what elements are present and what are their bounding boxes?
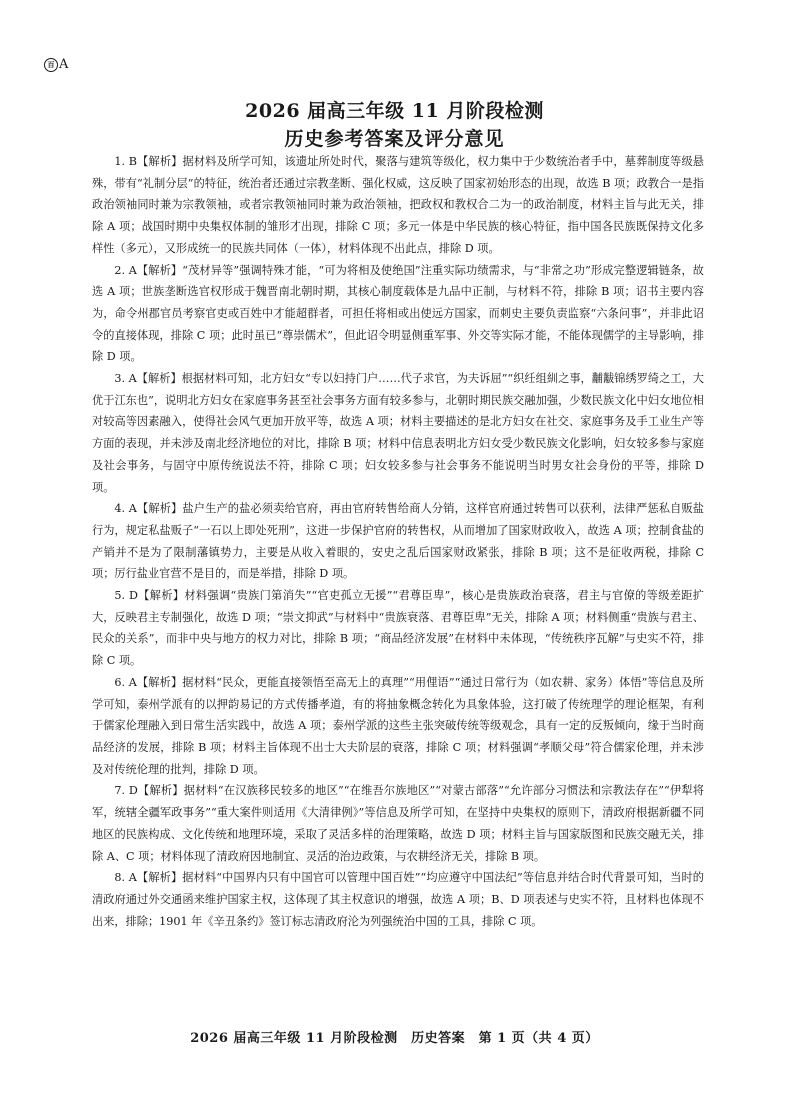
answer-item-2: 2. A【解析】“茂材异等”强调特殊才能，“可为将相及使绝国”注重实际功绩需求，与“非常之功”形成完整逻辑链条，故选 A 项；世族垄断选官权形成于魏晋南北朝时期，其核心制度载体是九品中正制，与材料不符，排除 B 项；诏书主要内容为，命令州郡官员考察官吏或百姓中才能超群者，可担任将相或出使远方国家，而刺史主要负责监察“六条问事”，并非此诏令的直接体现，排除 C 项；此时虽已“尊崇儒术”，但此诏令明显侧重军事、外交等实际才能，不能体现儒学的主导影响，排除 D 项。 xyxy=(92,263,704,364)
page-subtitle: 历史参考答案及评分意见 xyxy=(284,128,505,150)
corner-mark xyxy=(44,57,68,72)
answer-item-6: 6. A【解析】据材料“民众，更能直接领悟至高无上的真理”“用俚语”“通过日常行为（如农耕、家务）体悟”等信息及所学可知，泰州学派有的以押韵易记的方式传播孝道，有的将抽象概念转化为具象体验，这打破了传统理学的理论框架，有利于儒家伦理融入到日常生活实践中，故选 A 项；泰州学派的这些主张突破传统等级观念，具有一定的反叛倾向，缘于当时商品经济的发展，排除 B 项；材料主旨体现不出士大夫阶层的衰落，排除 C 项；材料强调“孝顺父母”符合儒家伦理，并未涉及对传统伦理的批判，排除 D 项。 xyxy=(92,675,704,776)
answer-item-3: 3. A【解析】根据材料可知，北方妇女“专以妇持门户……代子求官，为夫诉屈”“织纴组紃之事，黼黻锦绣罗绮之工，大优于江东也”，说明北方妇女在家庭事务甚至社会事务方面有较多参与，北朝时期民族交融加强，少数民族文化中妇女地位相对较高等因素融入，使得社会风气更加开放平等，故选 A 项；材料主要描述的是北方妇女在社交、家庭事务及手工业生产等方面的表现，并未涉及南北经济地位的对比，排除 B 项；材料中信息表明北方妇女受少数民族文化影响，妇女较多参与家庭及社会事务，与固守中原传统说法不符，排除 C 项；妇女较多参与社会事务不能说明当时男女社会身份的平等，排除 D 项。 xyxy=(92,372,704,494)
answer-list xyxy=(92,151,704,932)
circle-badge-icon: 百 xyxy=(44,58,58,72)
answer-item-1: 1. B【解析】据材料及所学可知，该遗址所处时代，聚落与建筑等级化，权力集中于少数统治者手中，墓葬制度等级悬殊，带有“礼制分层”的特征，统治者还通过宗教垄断、强化权威，这反映了国家初始形态的出现，故选 B 项；政教合一是指政治领袖同时兼为宗教领袖，或者宗教领袖同时兼为政治领袖，把政权和教权合二为一的政治制度，材料主旨与此无关，排除 A 项；战国时期中央集权体制的雏形才出现，排除 C 项；多元一体是中华民族的核心特征，指中国各民族既保持文化多样性（多元），又形成统一的民族共同体（一体），材料体现不出此点，排除 D 项。 xyxy=(92,155,704,255)
page-title: 2026 届高三年级 11 月阶段检测 xyxy=(245,100,544,122)
page-footer: 2026 届高三年级 11 月阶段检测 历史答案 第 1 页（共 4 页） xyxy=(190,1031,599,1046)
answer-item-5: 5. D【解析】材料强调“贵族门第消失”“官吏孤立无援”“君尊臣卑”，核心是贵族政治衰落，君主与官僚的等级差距扩大，反映君主专制强化，故选 D 项；“崇文抑武”与材料中“贵族衰落、君尊臣卑”无关，排除 A 项；材料侧重“贵族与君主、民众的关系”，而非中央与地方的权力对比，排除 B 项；“商品经济发展”在材料中未体现，“传统秩序瓦解”与史实不符，排除 C 项。 xyxy=(92,589,704,668)
corner-letter: A xyxy=(59,57,69,72)
answer-item-4: 4. A【解析】盐户生产的盐必须卖给官府，再由官府转售给商人分销，这样官府通过转售可以获利，法律严惩私自贩盐行为，规定私盐贩子“一石以上即处死刑”，这进一步保护官府的转售权，从而增加了国家财政收入，故选 A 项；控制食盐的产销并不是为了限制藩镇势力，主要是从收入着眼的，安史之乱后国家财政紧张，排除 B 项；这不是征收两税，排除 C 项；厉行盐业官营不是目的，而是举措，排除 D 项。 xyxy=(92,502,704,581)
answer-item-7: 7. D【解析】据材料“在汉族移民较多的地区”“在维吾尔族地区”“对蒙古部落”“允许部分习惯法和宗教法存在”“伊犁将军，统辖全疆军政事务”“重大案件则适用《大清律例》”等信息及所学可知，在坚持中央集权的原则下，清政府根据新疆不同地区的民族构成、文化传统和地理环境，采取了灵活多样的治理策略，故选 D 项；材料主旨与国家版图和民族交融无关，排除 A、C 项；材料体现了清政府因地制宜、灵活的治边政策，与农耕经济无关，排除 B 项。 xyxy=(92,784,704,863)
answer-item-8: 8. A【解析】据材料“中国界内只有中国官可以管理中国百姓”“均应遵守中国法纪”等信息并结合时代背景可知，当时的清政府通过外交通函来维护国家主权，这体现了其主权意识的增强，故选 A 项；B、D 项表述与史实不符，且材料也体现不出来，排除；1901 年《辛丑条约》签订标志清政府沦为列强统治中国的工具，排除 C 项。 xyxy=(92,871,704,928)
